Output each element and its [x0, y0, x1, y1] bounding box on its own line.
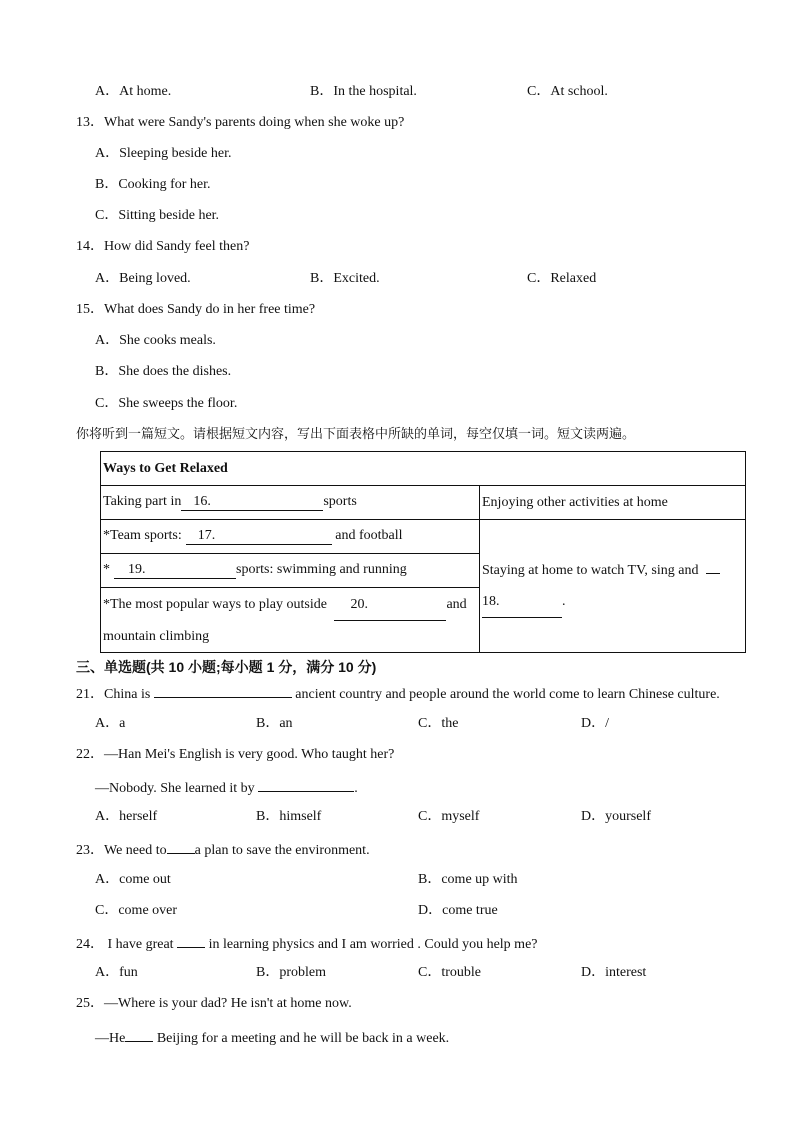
q13-option-a: A．Sleeping beside her.	[95, 146, 232, 161]
blank-20[interactable]	[334, 589, 446, 621]
q13-stem: 13．What were Sandy's parents doing when she woke up?	[76, 115, 405, 130]
blank-number: 17.	[197, 528, 216, 543]
q25-line2-pre: —He	[95, 1031, 126, 1046]
q21-option-c: C．the	[418, 716, 459, 731]
q24-stem-post: in learning physics and I am worried . Could you help me?	[205, 937, 538, 952]
q21-option-b: B．an	[256, 716, 293, 731]
q23-option-c: C．come over	[95, 903, 178, 918]
q14-option-c: C．Relaxed	[527, 271, 597, 286]
table-text: *Team sports:	[103, 528, 182, 543]
q14-option-a: A．Being loved.	[95, 271, 191, 286]
q12-option-b: B．In the hospital.	[310, 84, 417, 99]
q22-stem: 22．—Han Mei's English is very good. Who taught her?	[76, 747, 395, 762]
blank-18[interactable]	[482, 586, 562, 618]
q24-blank[interactable]	[177, 933, 205, 948]
q21-option-d: D．/	[581, 716, 609, 731]
q24-option-a: A．fun	[95, 965, 138, 980]
q22-line2	[95, 777, 358, 798]
table-text: and football	[331, 528, 403, 543]
table-cell-sports-type	[101, 554, 480, 588]
q21-blank[interactable]	[154, 683, 292, 698]
q15-option-b: B．She does the dishes.	[95, 364, 232, 379]
table-cell-popular-ways	[101, 588, 480, 653]
q14-option-b: B．Excited.	[310, 271, 380, 286]
q24-stem	[76, 933, 538, 954]
q23-blank[interactable]	[167, 839, 195, 854]
table-text: Taking part in	[103, 494, 182, 509]
q23-option-a: A．come out	[95, 872, 171, 887]
q23-stem-post: a plan to save the environment.	[194, 843, 370, 858]
blank-number: 18.	[482, 593, 500, 609]
q22-line2-pre: —Nobody. She learned it by	[95, 781, 259, 796]
blank-number: 19.	[128, 562, 146, 577]
q15-option-c: C．She sweeps the floor.	[95, 396, 238, 411]
q22-option-a: A．herself	[95, 809, 158, 824]
q22-option-c: C．myself	[418, 809, 480, 824]
q12-option-a: A．At home.	[95, 84, 172, 99]
table-cell-team-sports	[101, 520, 480, 554]
q14-stem: 14．How did Sandy feel then?	[76, 239, 250, 254]
q25-stem: 25．—Where is your dad? He isn't at home now.	[76, 996, 352, 1011]
q22-option-b: B．himself	[256, 809, 322, 824]
q13-option-c: C．Sitting beside her.	[95, 208, 220, 223]
blank-19[interactable]	[114, 562, 236, 579]
q21-option-a: A．a	[95, 716, 126, 731]
table-title: Ways to Get Relaxed	[101, 452, 746, 486]
table-cell-staying-home	[480, 520, 746, 653]
q15-option-a: A．She cooks meals.	[95, 333, 216, 348]
listening-instruction: 你将听到一篇短文。请根据短文内容，写出下面表格中所缺的单词，每空仅填一词。短文读两遍。	[76, 427, 636, 442]
q21-stem-post: ancient country and people around the world come to learn Chinese culture.	[291, 687, 720, 702]
table-text: *	[103, 562, 110, 577]
q24-stem-pre: 24． I have great	[76, 937, 178, 952]
q23-option-b: B．come up with	[418, 872, 518, 887]
q21-stem	[76, 683, 720, 704]
q25-line2-post: Beijing for a meeting and he will be back in a week.	[153, 1031, 450, 1046]
q12-option-c: C．At school.	[527, 84, 608, 99]
table-text: mountain climbing	[103, 628, 210, 644]
q23-option-d: D．come true	[418, 903, 498, 918]
table-text: .	[562, 593, 566, 609]
q22-blank[interactable]	[258, 777, 354, 792]
blank-16[interactable]	[181, 494, 323, 511]
table-text: sports	[323, 494, 357, 509]
q22-option-d: D．yourself	[581, 809, 651, 824]
blank-underline	[706, 573, 720, 574]
q23-stem-pre: 23．We need to	[76, 843, 167, 858]
q23-stem	[76, 839, 370, 860]
q24-option-b: B．problem	[256, 965, 326, 980]
q13-option-b: B．Cooking for her.	[95, 177, 211, 192]
q22-line2-post: .	[354, 781, 358, 796]
table-cell-taking-part	[101, 486, 480, 520]
table-text: *The most popular ways to play outside	[103, 596, 331, 612]
fill-in-table	[100, 451, 746, 653]
q21-stem-pre: 21．China is	[76, 687, 154, 702]
blank-number: 16.	[193, 494, 211, 509]
section-3-title: 三、单选题(共 10 小题;每小题 1 分，满分 10 分)	[76, 659, 377, 675]
blank-17[interactable]	[186, 528, 332, 545]
table-text: Staying at home to watch TV, sing and	[482, 562, 699, 578]
table-text: sports: swimming and running	[236, 562, 407, 577]
q24-option-c: C．trouble	[418, 965, 481, 980]
q15-stem: 15．What does Sandy do in her free time?	[76, 302, 316, 317]
table-text: and	[446, 596, 467, 612]
q25-blank[interactable]	[125, 1027, 153, 1042]
q24-option-d: D．interest	[581, 965, 647, 980]
q25-line2	[95, 1027, 449, 1048]
table-cell-home-activities: Enjoying other activities at home	[480, 486, 746, 520]
blank-number: 20.	[350, 596, 368, 612]
